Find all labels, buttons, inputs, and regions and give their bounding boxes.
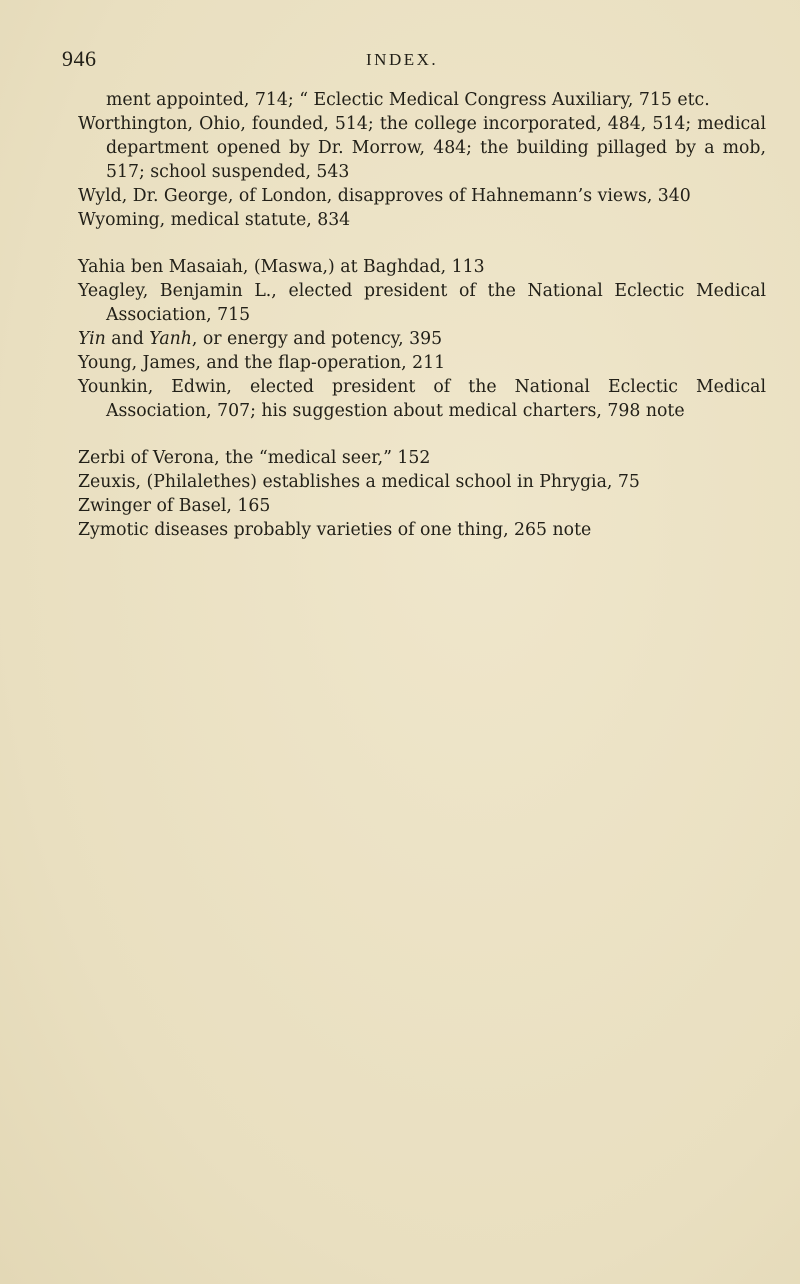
entry-text: and	[105, 329, 150, 349]
italic-term: Yanh	[149, 329, 192, 349]
index-entry: Zwinger of Basel, 165	[78, 496, 271, 516]
index-entry: Yahia ben Masaiah, (Maswa,) at Baghdad, 113	[78, 257, 485, 277]
index-entry: Yeagley, Benjamin L., elected president of the National Eclectic Medical Association, 715	[78, 281, 766, 325]
page-header	[0, 46, 800, 76]
group-separator	[78, 232, 766, 255]
page-number: 946	[62, 46, 97, 71]
index-entry: Worthington, Ohio, founded, 514; the college incorporated, 484, 514; medical department opened by Dr. Morrow, 484; the building pillaged by a mob, 517; school suspended, 543	[78, 114, 766, 182]
index-body	[78, 88, 766, 542]
index-entry: Young, James, and the flap-operation, 211	[78, 353, 446, 373]
index-entry	[78, 327, 766, 351]
index-entry: Wyld, Dr. George, of London, disapproves of Hahnemann’s views, 340	[78, 186, 691, 206]
group-separator	[78, 423, 766, 446]
index-entry: Younkin, Edwin, elected president of the National Eclectic Medical Association, 707; his suggestion about medical charters, 798 note	[78, 377, 766, 421]
index-entry: Zerbi of Verona, the “medical seer,” 152	[78, 448, 431, 468]
italic-term: Yin	[78, 329, 106, 349]
index-entry: Zymotic diseases probably varieties of one thing, 265 note	[78, 520, 592, 540]
index-entry: Wyoming, medical statute, 834	[78, 210, 351, 230]
running-head: INDEX.	[366, 50, 439, 69]
entry-text: , or energy and potency, 395	[191, 329, 443, 349]
index-entry: ment appointed, 714; “ Eclectic Medical Congress Auxiliary, 715 etc.	[106, 90, 710, 110]
index-entry: Zeuxis, (Philalethes) establishes a medical school in Phrygia, 75	[78, 472, 640, 492]
